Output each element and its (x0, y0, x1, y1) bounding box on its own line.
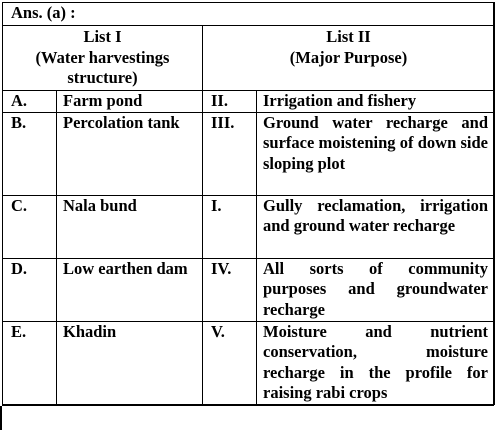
answer-row (3, 3, 495, 26)
list2-item: Irrigation and fishery (257, 91, 495, 113)
list1-code: A. (3, 91, 57, 113)
list2-item: Ground water recharge and surface moistening of down side sloping plot (257, 112, 495, 195)
list1-header: List I (Water harvestings structure) (3, 26, 203, 91)
list2-code: I. (203, 195, 257, 258)
table-row (3, 91, 495, 113)
list1-code: E. (3, 321, 57, 404)
answer-label: Ans. (a) : (3, 3, 495, 26)
table-row (3, 321, 495, 404)
list2-code: III. (203, 112, 257, 195)
table-row (3, 195, 495, 258)
list2-header: List II (Major Purpose) (203, 26, 495, 91)
list1-item: Nala bund (57, 195, 203, 258)
list2-code: II. (203, 91, 257, 113)
match-table (2, 2, 495, 405)
list2-item: Moisture and nutrient conservation, moisture recharge in the profile for raising rabi crops (257, 321, 495, 404)
list1-item: Khadin (57, 321, 203, 404)
list1-code: D. (3, 258, 57, 321)
page-edge-line (0, 406, 2, 430)
table-row (3, 258, 495, 321)
list1-item: Farm pond (57, 91, 203, 113)
list2-item: All sorts of community purposes and groundwater recharge (257, 258, 495, 321)
list1-code: C. (3, 195, 57, 258)
list2-item: Gully reclamation, irrigation and ground water recharge (257, 195, 495, 258)
list2-code: V. (203, 321, 257, 404)
list1-code: B. (3, 112, 57, 195)
list1-item: Low earthen dam (57, 258, 203, 321)
list1-item: Percolation tank (57, 112, 203, 195)
table-row (3, 112, 495, 195)
list2-code: IV. (203, 258, 257, 321)
header-row (3, 26, 495, 91)
